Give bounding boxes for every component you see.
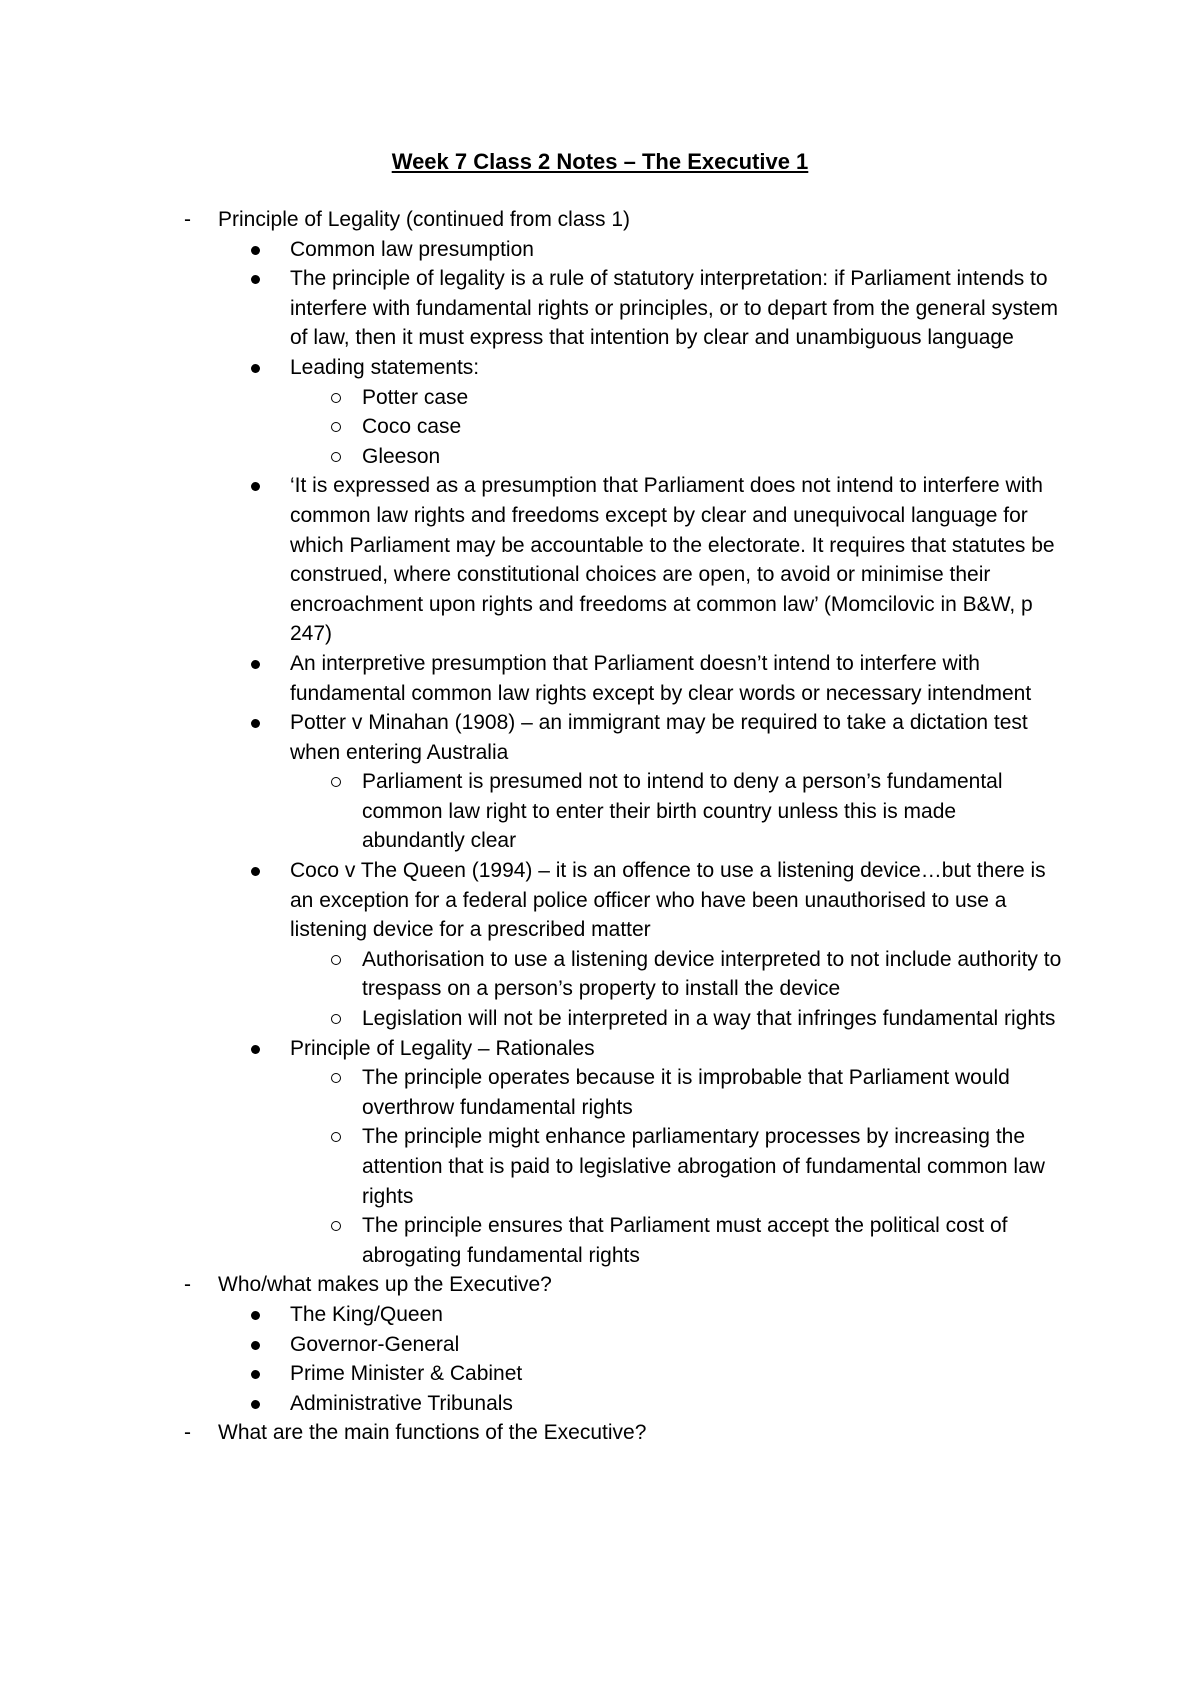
dash-marker: -: [184, 1273, 191, 1297]
section-heading: Who/what makes up the Executive?: [218, 1273, 552, 1297]
bullet-dot-icon: [251, 275, 260, 284]
sub-bullet-item: [0, 442, 1062, 472]
hollow-circle-icon: [331, 777, 341, 787]
bullet-list: [0, 1300, 1058, 1418]
bullet-text: Coco v The Queen (1994) – it is an offence to use a listening device…but there is an exception for a federal police officer who have been unauthorised to use a listening device for a prescribed matter: [290, 859, 1046, 942]
section-heading: Principle of Legality (continued from class 1): [218, 208, 631, 231]
notes-body: [0, 205, 1200, 1448]
bullet-dot-icon: [251, 1341, 260, 1350]
hollow-circle-icon: [331, 1014, 341, 1024]
bullet-text: Leading statements:: [290, 355, 480, 379]
bullet-item: [0, 1034, 1060, 1271]
bullet-item: [0, 353, 1060, 471]
bullet-item: [0, 1300, 1060, 1330]
hollow-circle-icon: [331, 452, 341, 462]
bullet-dot-icon: [251, 1400, 260, 1409]
bullet-dot-icon: [251, 1311, 260, 1320]
bullet-text: Administrative Tribunals: [290, 1391, 513, 1415]
bullet-dot-icon: [251, 246, 260, 255]
sub-bullet-item: [0, 1211, 1062, 1270]
bullet-text: An interpretive presumption that Parliament doesn’t intend to interfere with fundamental common law rights except by clear words or necessary intendment: [290, 651, 1032, 705]
bullet-text: The principle of legality is a rule of statutory interpretation: if Parliament intends to interfere with fundamental rights or principles, or to depart from the general system of law, then it must express that intention by clear and unambiguous language: [290, 267, 1059, 350]
hollow-circle-icon: [331, 422, 341, 432]
sub-bullet-text: The principle operates because it is improbable that Parliament would overthrow fundamental rights: [362, 1066, 1010, 1119]
section-heading: What are the main functions of the Executive?: [218, 1421, 647, 1445]
bullet-dot-icon: [251, 1045, 260, 1054]
section-item: [0, 205, 1062, 1270]
bullet-item: [0, 708, 1060, 856]
sub-bullet-text: Legislation will not be interpreted in a way that infringes fundamental rights: [362, 1007, 1056, 1031]
bullet-dot-icon: [251, 364, 260, 373]
bullet-dot-icon: [251, 1370, 260, 1379]
bullet-text: Potter v Minahan (1908) – an immigrant may be required to take a dictation test when entering Australia: [290, 711, 1028, 764]
sub-bullet-item: [0, 767, 1062, 856]
sub-bullet-item: [0, 945, 1062, 1004]
bullet-item: [0, 471, 1060, 649]
bullet-item: [0, 235, 1060, 265]
sub-bullet-text: Authorisation to use a listening device interpreted to not include authority to trespass on a person’s property to install the device: [362, 947, 1062, 1001]
section-item: [0, 1270, 1058, 1418]
sub-bullet-list: [0, 767, 1060, 856]
dash-marker: -: [184, 208, 191, 231]
sub-bullet-text: The principle might enhance parliamentary processes by increasing the attention that is paid to legislative abrogation of fundamental common law rights: [362, 1125, 1045, 1208]
bullet-text: ‘It is expressed as a presumption that Parliament does not intend to interfere with common law rights and freedoms except by clear and unequivocal language for which Parliament may be accountable to the electorate. It requires that statutes be construed, where constitutional choices are open, to avoid or minimise their encroachment upon rights and freedoms at common law’ (Momcilovic in B&W, p 247): [290, 474, 1055, 646]
hollow-circle-icon: [331, 955, 341, 965]
sub-bullet-list: [0, 1063, 1060, 1270]
bullet-item: [0, 264, 1060, 353]
sub-bullet-text: Parliament is presumed not to intend to deny a person’s fundamental common law right to enter their birth country unless this is made abundantly clear: [362, 770, 1003, 853]
bullet-dot-icon: [251, 660, 260, 669]
page-title: Week 7 Class 2 Notes – The Executive 1: [391, 149, 809, 174]
sub-bullet-text: Potter case: [362, 385, 469, 409]
bullet-item: [0, 1330, 1060, 1360]
hollow-circle-icon: [331, 393, 341, 403]
sub-bullet-item: [0, 1063, 1062, 1122]
sub-bullet-item: [0, 412, 1062, 442]
bullet-item: [0, 649, 1060, 708]
bullet-text: Common law presumption: [290, 237, 534, 261]
bullet-text: Prime Minister & Cabinet: [290, 1362, 523, 1386]
bullet-dot-icon: [251, 482, 260, 491]
bullet-dot-icon: [251, 867, 260, 876]
sub-bullet-list: [0, 383, 1060, 472]
sub-bullet-item: [0, 383, 1062, 413]
hollow-circle-icon: [331, 1132, 341, 1142]
bullet-item: [0, 856, 1060, 1034]
section-item: [0, 1418, 1058, 1448]
sub-bullet-list: [0, 945, 1060, 1034]
dash-marker: -: [184, 1421, 191, 1445]
bullet-text: Principle of Legality – Rationales: [290, 1036, 595, 1060]
sub-bullet-item: [0, 1122, 1062, 1211]
hollow-circle-icon: [331, 1221, 341, 1231]
section-list: [0, 205, 1200, 1448]
bullet-dot-icon: [251, 719, 260, 728]
bullet-text: Governor-General: [290, 1332, 460, 1356]
hollow-circle-icon: [331, 1073, 341, 1083]
bullet-text: The King/Queen: [290, 1302, 443, 1326]
bullet-list: [0, 235, 1062, 1271]
bullet-item: [0, 1389, 1060, 1419]
sub-bullet-text: Gleeson: [362, 444, 441, 468]
sub-bullet-text: The principle ensures that Parliament must accept the political cost of abrogating fundamental rights: [362, 1214, 1008, 1267]
bullet-item: [0, 1359, 1060, 1389]
sub-bullet-item: [0, 1004, 1062, 1034]
sub-bullet-text: Coco case: [362, 415, 462, 439]
